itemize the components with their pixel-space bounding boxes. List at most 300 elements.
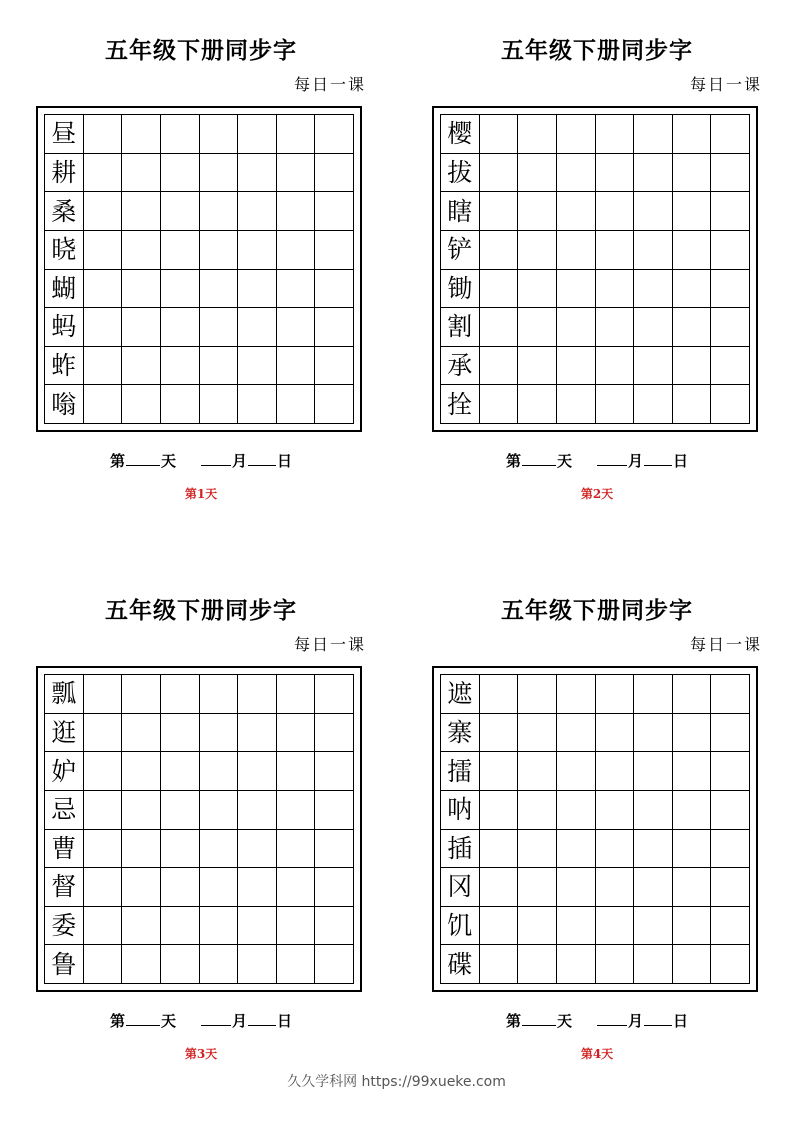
practice-cell	[238, 347, 277, 386]
worksheet-subtitle: 每日一课	[293, 75, 366, 94]
practice-cell	[238, 907, 277, 946]
date-blank	[644, 1011, 672, 1026]
practice-frame	[432, 666, 758, 992]
practice-cell	[596, 347, 635, 386]
practice-cell	[518, 270, 557, 309]
practice-cell	[161, 347, 200, 386]
practice-cell	[161, 791, 200, 830]
date-di: 第	[109, 1012, 125, 1030]
date-tian: 天	[160, 452, 176, 470]
practice-cell	[122, 192, 161, 231]
model-character: 冈	[447, 872, 473, 902]
practice-grid	[44, 674, 354, 984]
practice-cell	[557, 830, 596, 869]
practice-cell	[518, 830, 557, 869]
practice-cell	[84, 154, 123, 193]
practice-cell	[238, 231, 277, 270]
practice-grid	[44, 114, 354, 424]
practice-cell	[557, 868, 596, 907]
practice-cell	[122, 115, 161, 154]
practice-cell	[673, 791, 712, 830]
model-character: 擂	[447, 756, 473, 786]
day-label: 第3天	[184, 1047, 218, 1061]
practice-cell	[518, 714, 557, 753]
model-character-cell	[441, 830, 480, 869]
model-character: 寨	[447, 717, 473, 747]
model-character-cell	[441, 154, 480, 193]
date-blank	[248, 1011, 276, 1026]
worksheet-panel	[432, 0, 762, 501]
practice-cell	[122, 791, 161, 830]
practice-cell	[518, 192, 557, 231]
practice-cell	[634, 830, 673, 869]
practice-cell	[673, 347, 712, 386]
practice-cell	[277, 830, 316, 869]
practice-cell	[480, 308, 519, 347]
practice-cell	[518, 675, 557, 714]
practice-cell	[122, 907, 161, 946]
model-character: 插	[447, 833, 473, 863]
practice-cell	[673, 830, 712, 869]
date-di: 第	[505, 1012, 521, 1030]
worksheet-panel	[432, 560, 762, 1061]
practice-cell	[596, 714, 635, 753]
practice-cell	[277, 192, 316, 231]
practice-cell	[315, 231, 354, 270]
practice-cell	[711, 675, 750, 714]
practice-cell	[480, 385, 519, 424]
practice-cell	[518, 308, 557, 347]
practice-cell	[315, 385, 354, 424]
practice-cell	[161, 675, 200, 714]
practice-cell	[277, 791, 316, 830]
practice-cell	[596, 115, 635, 154]
practice-cell	[200, 115, 239, 154]
model-character-cell	[45, 791, 84, 830]
practice-cell	[200, 231, 239, 270]
model-character: 瓢	[51, 679, 77, 709]
worksheet-subtitle: 每日一课	[293, 635, 366, 654]
practice-cell	[518, 347, 557, 386]
date-blank	[644, 451, 672, 466]
day-number-blank	[126, 451, 160, 466]
practice-cell	[200, 752, 239, 791]
practice-cell	[122, 347, 161, 386]
model-character-cell	[45, 830, 84, 869]
footer-watermark: 久久学科网 https://99xueke.com	[287, 1074, 506, 1090]
date-line	[36, 1010, 366, 1031]
model-character: 鲁	[51, 949, 77, 979]
practice-cell	[518, 868, 557, 907]
model-character: 锄	[447, 273, 473, 303]
practice-cell	[711, 192, 750, 231]
practice-cell	[315, 752, 354, 791]
practice-cell	[238, 791, 277, 830]
practice-cell	[596, 308, 635, 347]
practice-cell	[711, 231, 750, 270]
practice-cell	[277, 270, 316, 309]
practice-cell	[238, 270, 277, 309]
practice-cell	[711, 791, 750, 830]
worksheet-title: 五年级下册同步字	[105, 597, 297, 624]
model-character: 呐	[447, 795, 473, 825]
date-tian: 天	[556, 1012, 572, 1030]
day-label: 第2天	[580, 487, 614, 501]
practice-cell	[673, 714, 712, 753]
practice-cell	[596, 154, 635, 193]
practice-cell	[161, 945, 200, 984]
model-character-cell	[441, 675, 480, 714]
practice-cell	[161, 192, 200, 231]
practice-cell	[557, 308, 596, 347]
practice-cell	[84, 308, 123, 347]
practice-cell	[315, 270, 354, 309]
practice-cell	[634, 115, 673, 154]
practice-cell	[673, 115, 712, 154]
practice-cell	[200, 868, 239, 907]
day-number-blank	[522, 451, 556, 466]
practice-cell	[238, 752, 277, 791]
practice-cell	[84, 791, 123, 830]
practice-cell	[711, 308, 750, 347]
practice-cell	[277, 714, 316, 753]
practice-cell	[596, 675, 635, 714]
practice-cell	[238, 308, 277, 347]
practice-cell	[673, 154, 712, 193]
model-character: 樱	[447, 119, 473, 149]
practice-cell	[122, 714, 161, 753]
practice-cell	[673, 231, 712, 270]
practice-cell	[161, 752, 200, 791]
model-character: 曹	[51, 833, 77, 863]
model-character-cell	[45, 347, 84, 386]
practice-cell	[557, 752, 596, 791]
practice-cell	[122, 868, 161, 907]
practice-cell	[277, 231, 316, 270]
practice-cell	[480, 154, 519, 193]
practice-cell	[315, 347, 354, 386]
worksheet-subtitle: 每日一课	[689, 75, 762, 94]
date-di: 第	[505, 452, 521, 470]
practice-cell	[711, 115, 750, 154]
model-character: 晓	[51, 235, 77, 265]
practice-cell	[238, 714, 277, 753]
model-character: 耕	[51, 157, 77, 187]
practice-cell	[518, 231, 557, 270]
practice-cell	[557, 791, 596, 830]
practice-cell	[673, 907, 712, 946]
practice-cell	[480, 347, 519, 386]
practice-cell	[480, 945, 519, 984]
day-label: 第1天	[184, 487, 218, 501]
practice-cell	[84, 385, 123, 424]
practice-cell	[634, 907, 673, 946]
practice-cell	[634, 791, 673, 830]
month-blank	[597, 451, 627, 466]
practice-cell	[238, 385, 277, 424]
practice-cell	[480, 270, 519, 309]
practice-cell	[277, 115, 316, 154]
practice-cell	[596, 231, 635, 270]
practice-cell	[277, 347, 316, 386]
practice-cell	[200, 192, 239, 231]
practice-cell	[557, 907, 596, 946]
model-character: 遮	[447, 679, 473, 709]
practice-cell	[161, 907, 200, 946]
practice-cell	[711, 752, 750, 791]
date-ri: 日	[277, 452, 293, 470]
practice-cell	[480, 830, 519, 869]
practice-cell	[200, 347, 239, 386]
model-character: 督	[51, 872, 77, 902]
practice-cell	[161, 270, 200, 309]
practice-cell	[238, 154, 277, 193]
practice-frame	[36, 106, 362, 432]
practice-cell	[315, 115, 354, 154]
worksheet-panel	[36, 0, 366, 501]
day-label: 第4天	[580, 1047, 614, 1061]
model-character: 碟	[447, 949, 473, 979]
practice-grid	[440, 674, 750, 984]
practice-cell	[84, 675, 123, 714]
date-di: 第	[109, 452, 125, 470]
practice-cell	[480, 907, 519, 946]
practice-cell	[161, 154, 200, 193]
model-character-cell	[441, 791, 480, 830]
practice-cell	[634, 347, 673, 386]
day-number-blank	[522, 1011, 556, 1026]
practice-cell	[161, 115, 200, 154]
date-yue: 月	[628, 452, 644, 470]
date-blank	[248, 451, 276, 466]
practice-cell	[557, 231, 596, 270]
model-character: 拴	[447, 389, 473, 419]
practice-cell	[315, 154, 354, 193]
practice-cell	[238, 675, 277, 714]
practice-cell	[596, 270, 635, 309]
practice-cell	[711, 385, 750, 424]
model-character: 承	[447, 351, 473, 381]
date-line	[432, 450, 762, 471]
practice-cell	[122, 154, 161, 193]
practice-cell	[84, 830, 123, 869]
practice-cell	[84, 231, 123, 270]
practice-cell	[518, 385, 557, 424]
practice-cell	[161, 830, 200, 869]
practice-cell	[596, 907, 635, 946]
practice-cell	[315, 675, 354, 714]
model-character: 割	[447, 312, 473, 342]
practice-cell	[200, 308, 239, 347]
practice-cell	[200, 791, 239, 830]
practice-cell	[634, 945, 673, 984]
practice-cell	[557, 945, 596, 984]
practice-cell	[711, 347, 750, 386]
model-character: 蚱	[51, 351, 77, 381]
practice-cell	[518, 154, 557, 193]
day-number-blank	[126, 1011, 160, 1026]
practice-cell	[596, 385, 635, 424]
practice-cell	[673, 270, 712, 309]
worksheet-title: 五年级下册同步字	[105, 37, 297, 64]
practice-cell	[122, 830, 161, 869]
practice-cell	[634, 154, 673, 193]
model-character: 嗡	[51, 389, 77, 419]
date-tian: 天	[160, 1012, 176, 1030]
practice-cell	[200, 270, 239, 309]
practice-cell	[315, 192, 354, 231]
practice-cell	[122, 945, 161, 984]
practice-cell	[480, 115, 519, 154]
model-character-cell	[45, 945, 84, 984]
practice-cell	[711, 714, 750, 753]
model-character-cell	[45, 192, 84, 231]
practice-frame	[432, 106, 758, 432]
practice-cell	[673, 385, 712, 424]
model-character-cell	[45, 270, 84, 309]
practice-cell	[277, 675, 316, 714]
practice-cell	[122, 270, 161, 309]
practice-cell	[315, 830, 354, 869]
model-character-cell	[45, 752, 84, 791]
practice-cell	[673, 308, 712, 347]
model-character-cell	[441, 385, 480, 424]
practice-cell	[84, 347, 123, 386]
model-character: 铲	[447, 235, 473, 265]
model-character: 桑	[51, 196, 77, 226]
practice-cell	[634, 714, 673, 753]
practice-cell	[122, 308, 161, 347]
practice-cell	[84, 192, 123, 231]
practice-cell	[315, 791, 354, 830]
practice-cell	[634, 192, 673, 231]
practice-cell	[200, 830, 239, 869]
practice-cell	[557, 385, 596, 424]
date-yue: 月	[628, 1012, 644, 1030]
model-character-cell	[441, 115, 480, 154]
practice-cell	[480, 675, 519, 714]
practice-cell	[84, 115, 123, 154]
practice-cell	[557, 714, 596, 753]
practice-cell	[557, 675, 596, 714]
practice-cell	[238, 945, 277, 984]
practice-cell	[557, 154, 596, 193]
date-ri: 日	[673, 1012, 689, 1030]
practice-cell	[480, 868, 519, 907]
practice-cell	[711, 907, 750, 946]
practice-cell	[277, 752, 316, 791]
practice-cell	[634, 308, 673, 347]
practice-cell	[596, 791, 635, 830]
practice-cell	[711, 945, 750, 984]
practice-cell	[315, 714, 354, 753]
practice-cell	[277, 907, 316, 946]
practice-cell	[84, 714, 123, 753]
practice-cell	[480, 231, 519, 270]
model-character-cell	[45, 868, 84, 907]
practice-cell	[122, 385, 161, 424]
practice-cell	[711, 868, 750, 907]
practice-cell	[673, 868, 712, 907]
practice-cell	[277, 945, 316, 984]
practice-cell	[122, 231, 161, 270]
practice-cell	[238, 192, 277, 231]
practice-cell	[238, 868, 277, 907]
model-character: 拔	[447, 157, 473, 187]
practice-cell	[84, 270, 123, 309]
model-character: 蝴	[51, 273, 77, 303]
date-ri: 日	[277, 1012, 293, 1030]
practice-cell	[84, 907, 123, 946]
practice-cell	[596, 192, 635, 231]
practice-cell	[634, 270, 673, 309]
practice-cell	[634, 868, 673, 907]
date-yue: 月	[232, 452, 248, 470]
model-character-cell	[441, 714, 480, 753]
date-line	[36, 450, 366, 471]
practice-cell	[518, 791, 557, 830]
model-character-cell	[441, 192, 480, 231]
model-character: 委	[51, 911, 77, 941]
model-character-cell	[45, 231, 84, 270]
model-character-cell	[45, 385, 84, 424]
practice-cell	[315, 945, 354, 984]
model-character-cell	[45, 714, 84, 753]
model-character-cell	[441, 907, 480, 946]
practice-cell	[200, 714, 239, 753]
model-character-cell	[441, 752, 480, 791]
model-character: 逛	[51, 717, 77, 747]
model-character-cell	[441, 945, 480, 984]
practice-cell	[596, 830, 635, 869]
practice-cell	[557, 347, 596, 386]
model-character: 蚂	[51, 312, 77, 342]
practice-cell	[518, 945, 557, 984]
practice-cell	[634, 385, 673, 424]
practice-cell	[480, 192, 519, 231]
practice-cell	[557, 115, 596, 154]
model-character-cell	[45, 907, 84, 946]
practice-grid	[440, 114, 750, 424]
practice-cell	[161, 868, 200, 907]
practice-cell	[673, 675, 712, 714]
worksheet-subtitle: 每日一课	[689, 635, 762, 654]
model-character-cell	[45, 154, 84, 193]
practice-cell	[634, 231, 673, 270]
practice-cell	[122, 675, 161, 714]
practice-cell	[84, 752, 123, 791]
practice-cell	[84, 945, 123, 984]
practice-cell	[200, 385, 239, 424]
model-character-cell	[441, 308, 480, 347]
practice-cell	[673, 945, 712, 984]
model-character: 忌	[51, 795, 77, 825]
practice-cell	[557, 192, 596, 231]
practice-cell	[277, 385, 316, 424]
month-blank	[201, 1011, 231, 1026]
date-ri: 日	[673, 452, 689, 470]
practice-cell	[315, 907, 354, 946]
practice-cell	[518, 115, 557, 154]
practice-cell	[634, 675, 673, 714]
model-character-cell	[45, 115, 84, 154]
practice-cell	[161, 714, 200, 753]
practice-cell	[161, 308, 200, 347]
practice-cell	[238, 830, 277, 869]
worksheet-panel	[36, 560, 366, 1061]
model-character-cell	[441, 868, 480, 907]
model-character-cell	[45, 308, 84, 347]
